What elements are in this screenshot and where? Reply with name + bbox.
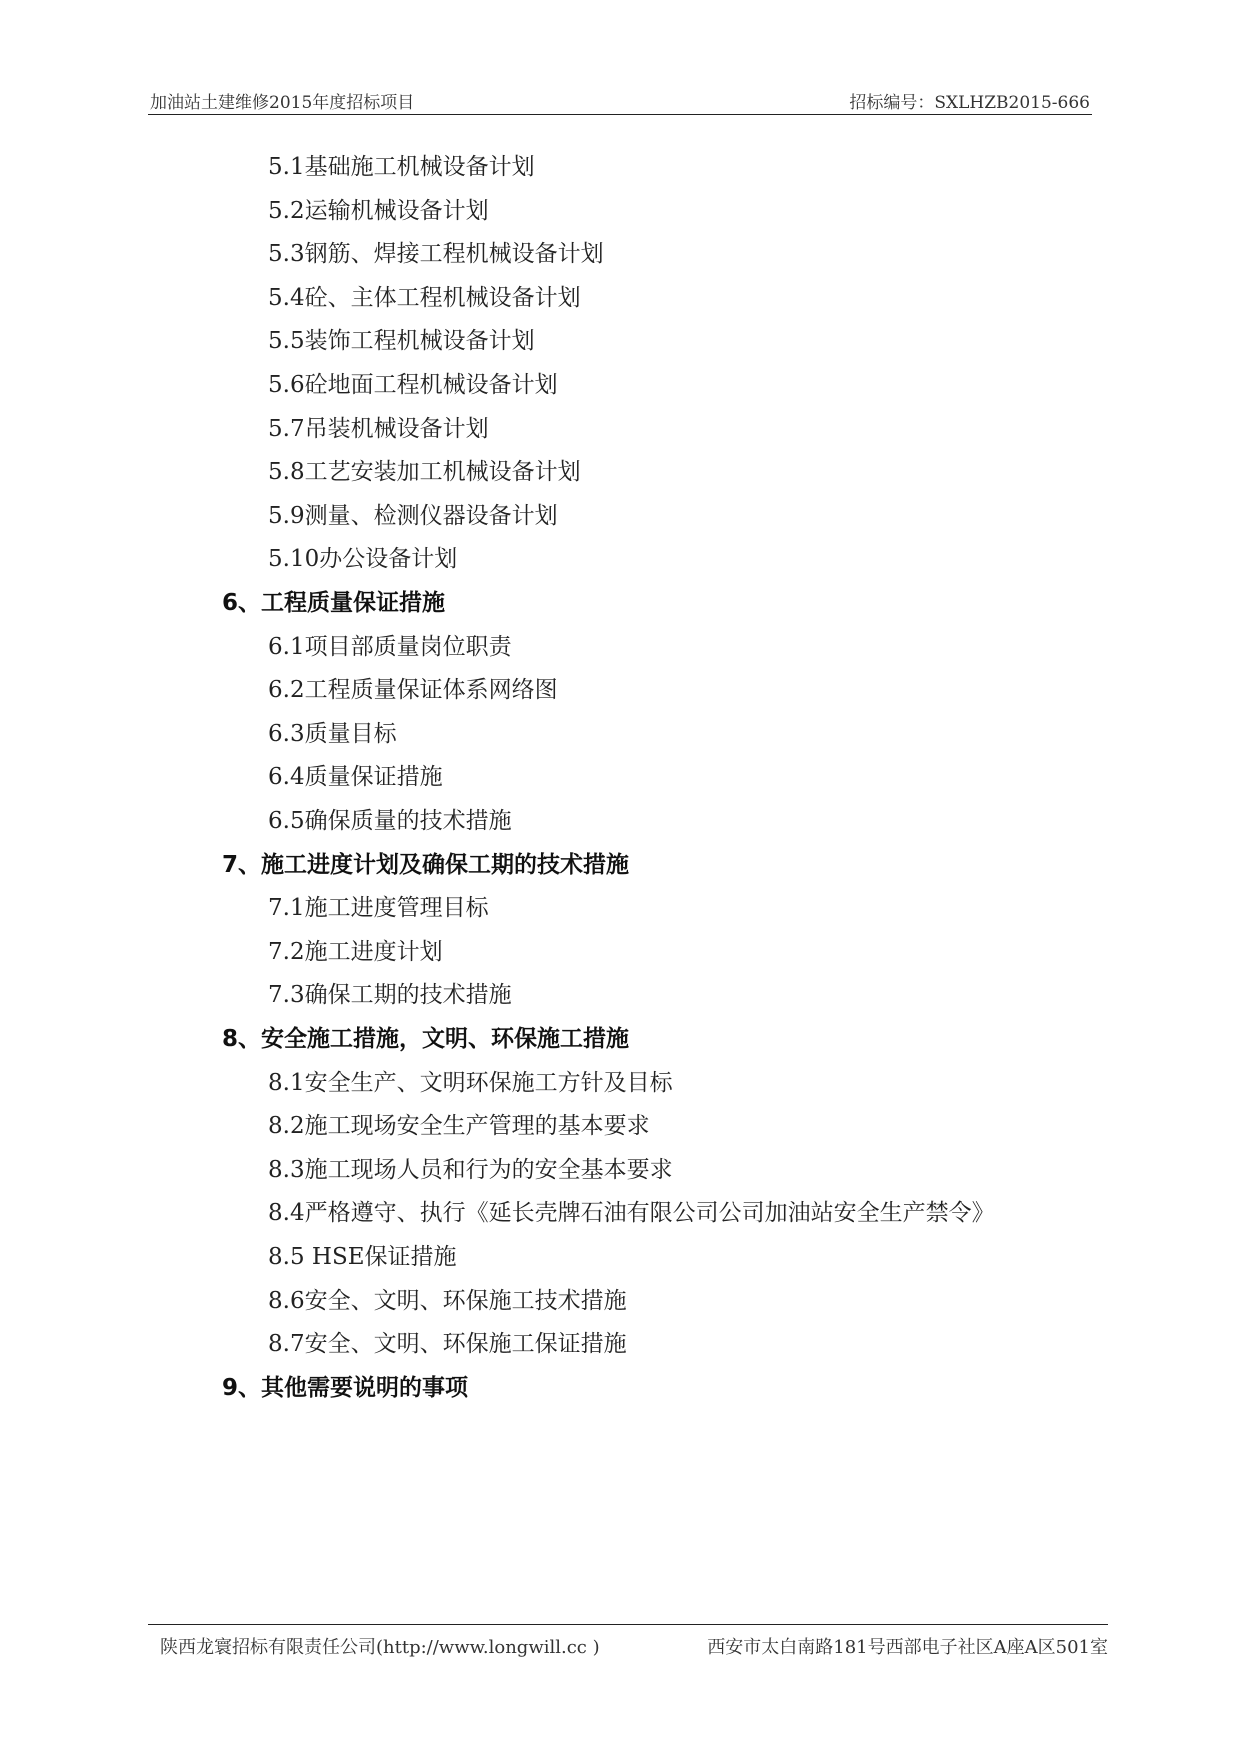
toc-subsection-item: 5.3钢筋、焊接工程机械设备计划: [268, 241, 604, 268]
toc-subsection-item: 8.2施工现场安全生产管理的基本要求: [268, 1113, 650, 1140]
header-tender-number: 招标编号：SXLHZB2015-666: [849, 93, 1090, 113]
toc-subsection-item: 8.7安全、文明、环保施工保证措施: [268, 1331, 627, 1358]
toc-section-heading: 6、工程质量保证措施: [222, 590, 446, 616]
toc-subsection-item: 8.5 HSE保证措施: [268, 1244, 457, 1270]
toc-subsection-item: 5.6砼地面工程机械设备计划: [268, 372, 558, 398]
toc-subsection-item: 5.9测量、检测仪器设备计划: [268, 502, 558, 529]
toc-subsection-item: 8.4严格遵守、执行《延长壳牌石油有限公司公司加油站安全生产禁令》: [268, 1200, 995, 1227]
toc-subsection-item: 6.5确保质量的技术措施: [268, 808, 512, 834]
toc-subsection-item: 8.6安全、文明、环保施工技术措施: [268, 1287, 627, 1314]
header-project-title: 加油站土建维修2015年度招标项目: [150, 93, 415, 113]
toc-section-heading: 8、安全施工措施，文明、环保施工措施: [222, 1026, 630, 1052]
toc-subsection-item: 5.2运输机械设备计划: [268, 197, 489, 224]
toc-section-heading: 9、其他需要说明的事项: [222, 1374, 469, 1401]
toc-subsection-item: 6.4质量保证措施: [268, 764, 443, 791]
toc-subsection-item: 8.1安全生产、文明环保施工方针及目标: [268, 1069, 673, 1096]
toc-subsection-item: 5.7吊装机械设备计划: [268, 415, 489, 442]
toc-subsection-item: 5.8工艺安装加工机械设备计划: [268, 459, 581, 486]
toc-subsection-item: 5.10办公设备计划: [268, 546, 458, 573]
toc-subsection-item: 5.1基础施工机械设备计划: [268, 154, 535, 180]
toc-subsection-item: 6.1项目部质量岗位职责: [268, 633, 512, 660]
page-footer: [148, 1624, 1108, 1661]
toc-subsection-item: 7.1施工进度管理目标: [268, 895, 489, 922]
toc-subsection-item: 8.3施工现场人员和行为的安全基本要求: [268, 1156, 673, 1183]
toc-subsection-item: 6.2工程质量保证体系网络图: [268, 677, 558, 704]
toc-subsection-item: 7.3确保工期的技术措施: [268, 982, 512, 1009]
footer-company: 陕西龙寰招标有限责任公司(http://www.longwill.cc ): [160, 1637, 600, 1658]
toc-subsection-item: 6.3质量目标: [268, 720, 397, 747]
toc-section-heading: 7、施工进度计划及确保工期的技术措施: [222, 851, 630, 878]
toc-subsection-item: 5.4砼、主体工程机械设备计划: [268, 284, 581, 311]
footer-address: 西安市太白南路181号西部电子社区A座A区501室: [707, 1637, 1108, 1658]
toc-subsection-item: 7.2施工进度计划: [268, 938, 443, 965]
toc-subsection-item: 5.5装饰工程机械设备计划: [268, 328, 535, 355]
page-header: [148, 88, 1092, 115]
